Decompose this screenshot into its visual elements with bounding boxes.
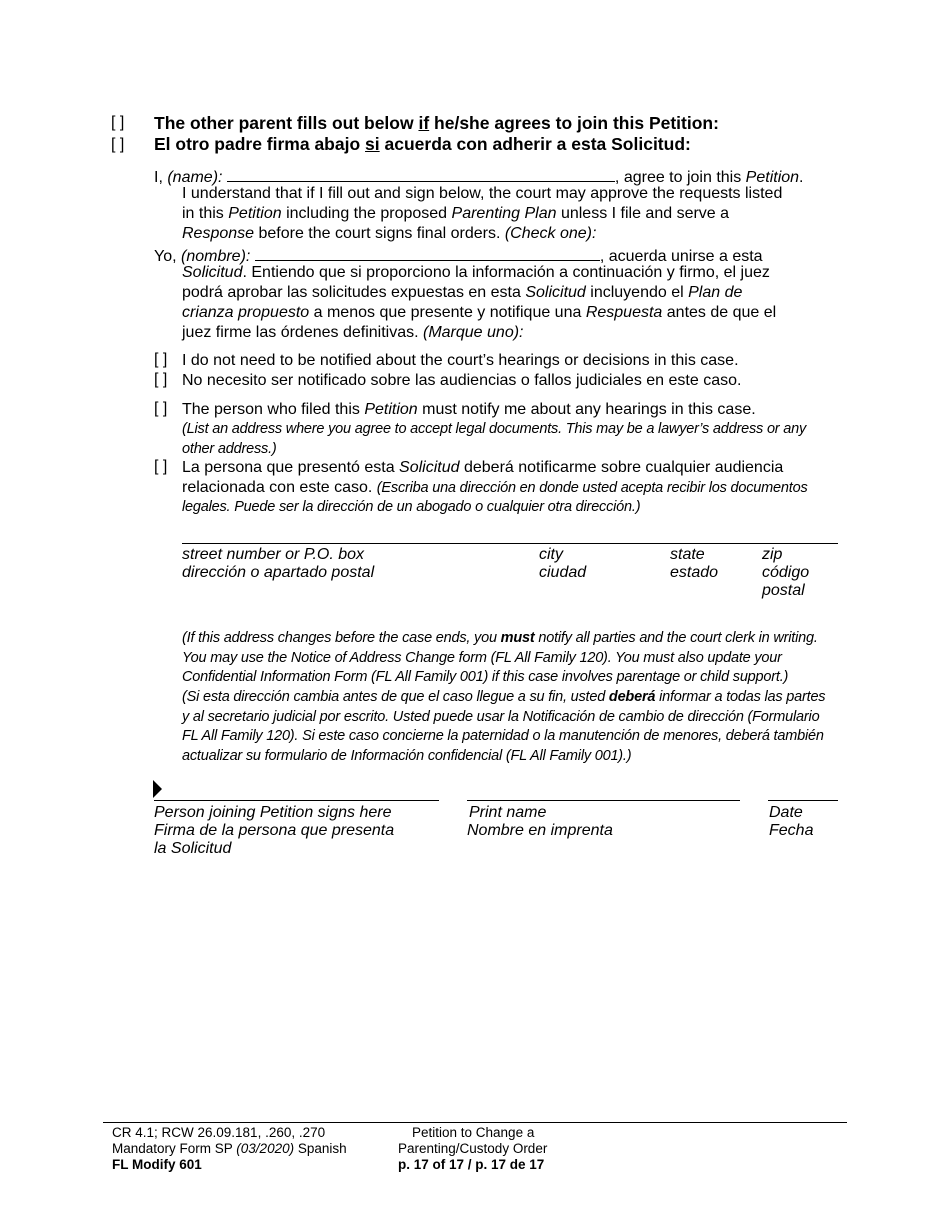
notice-line-2: You may use the Notice of Address Change form (FL All Family 120). You must also update your — [182, 650, 782, 666]
signature-label-es-1: Firma de la persona que presenta — [154, 822, 395, 839]
option2-text-en: The person who filed this Petition must notify me about any hearings in this case. — [182, 401, 756, 418]
print-name-label-es: Nombre en imprenta — [467, 822, 613, 839]
signature-label-es-2: la Solicitud — [154, 840, 232, 857]
name-input-es[interactable] — [255, 243, 600, 261]
join-checkbox-es[interactable]: [ ] — [111, 136, 125, 153]
statement-en-line3: in this Petition including the proposed Parenting Plan unless I file and serve a — [182, 205, 730, 222]
option1-text-es: No necesito ser notificado sobre las audiencias o fallos judiciales en este caso. — [182, 372, 742, 389]
option2-text-es: La persona que presentó esta Solicitud deberá notificarme sobre cualquier audiencia — [182, 459, 784, 476]
notice-line-7: actualizar su formulario de Información confidencial (FL All Family 001).) — [182, 748, 632, 764]
option2-text-es-2: relacionada con este caso. (Escriba una dirección en donde usted acepta recibir los documentos — [182, 479, 808, 496]
footer-form: Mandatory Form SP (03/2020) Spanish — [112, 1141, 347, 1156]
footer-form-id: FL Modify 601 — [112, 1157, 202, 1172]
address-zip-en: zip — [762, 546, 783, 563]
option1-text-en: I do not need to be notified about the court’s hearings or decisions in this case. — [182, 352, 739, 369]
statement-es-line5: juez firme las órdenes definitivas. (Marque uno): — [182, 324, 524, 341]
option2-note-en-1: (List an address where you agree to accept legal documents. This may be a lawyer’s address or any — [182, 421, 807, 437]
footer-rcw: CR 4.1; RCW 26.09.181, .260, .270 — [112, 1125, 326, 1140]
notice-line-4: (Si esta dirección cambia antes de que el caso llegue a su fin, usted deberá informar a todas las partes — [182, 689, 826, 705]
address-state-es: estado — [670, 564, 719, 581]
statement-en-line2: I understand that if I fill out and sign below, the court may approve the requests listed — [182, 185, 783, 202]
date-line[interactable] — [768, 800, 838, 801]
statement-es-line4: crianza propuesto a menos que presente y notifique una Respuesta antes de que el — [182, 304, 777, 321]
statement-es-line1: Yo, (nombre): , acuerda unirse a esta — [154, 243, 763, 267]
option2-checkbox-en[interactable]: [ ] — [154, 400, 168, 417]
date-label-es: Fecha — [769, 822, 814, 839]
join-checkbox-en[interactable]: [ ] — [111, 114, 125, 131]
address-zip-es-2: postal — [762, 582, 805, 599]
statement-en-line4: Response before the court signs final orders. (Check one): — [182, 225, 597, 242]
option2-note-es-2: legales. Puede ser la dirección de un abogado o cualquier otra dirección.) — [182, 499, 641, 515]
print-name-line[interactable] — [467, 800, 740, 801]
join-heading-en: The other parent fills out below if he/she agrees to join this Petition: — [154, 113, 719, 133]
footer-title-1: Petition to Change a — [412, 1125, 535, 1140]
statement-es-line2: Solicitud. Entiendo que si proporciono la información a continuación y firmo, el juez — [182, 264, 770, 281]
date-label-en: Date — [769, 804, 803, 821]
notice-line-5: y al secretario judicial por escrito. Usted puede usar la Notificación de cambio de dirección (Formulario — [182, 709, 820, 725]
option2-checkbox-es[interactable]: [ ] — [154, 458, 168, 475]
print-name-label-en: Print name — [469, 804, 547, 821]
join-heading-es: El otro padre firma abajo si acuerda con adherir a esta Solicitud: — [154, 134, 691, 154]
notice-line-1: (If this address changes before the case ends, you must notify all parties and the court clerk in writing. — [182, 630, 818, 646]
option2-note-en-2: other address.) — [182, 441, 277, 457]
name-input-en[interactable] — [227, 164, 615, 182]
address-street-es: dirección o apartado postal — [182, 564, 375, 581]
option1-checkbox-es[interactable]: [ ] — [154, 371, 168, 388]
notice-line-3: Confidential Information Form (FL All Family 001) if this case involves parentage or child support.) — [182, 669, 789, 685]
address-zip-es-1: código — [762, 564, 810, 581]
address-city-en: city — [539, 546, 563, 563]
sign-here-arrow-icon — [153, 780, 163, 798]
option1-checkbox-en[interactable]: [ ] — [154, 351, 168, 368]
footer-rule — [103, 1122, 847, 1123]
footer-title-2: Parenting/Custody Order — [398, 1141, 548, 1156]
notice-line-6: FL All Family 120). Si este caso concierne la paternidad o la manutención de menores, deberá también — [182, 728, 824, 744]
address-state-en: state — [670, 546, 705, 563]
footer-page-number: p. 17 of 17 / p. 17 de 17 — [398, 1157, 545, 1172]
statement-es-line3: podrá aprobar las solicitudes expuestas en esta Solicitud incluyendo el Plan de — [182, 284, 743, 301]
address-street-en: street number or P.O. box — [182, 546, 365, 563]
signature-label-en: Person joining Petition signs here — [154, 804, 392, 821]
signature-line[interactable] — [154, 800, 439, 801]
address-line[interactable] — [182, 543, 838, 544]
statement-en-line1: I, (name): , agree to join this Petition. — [154, 164, 804, 188]
address-city-es: ciudad — [539, 564, 587, 581]
